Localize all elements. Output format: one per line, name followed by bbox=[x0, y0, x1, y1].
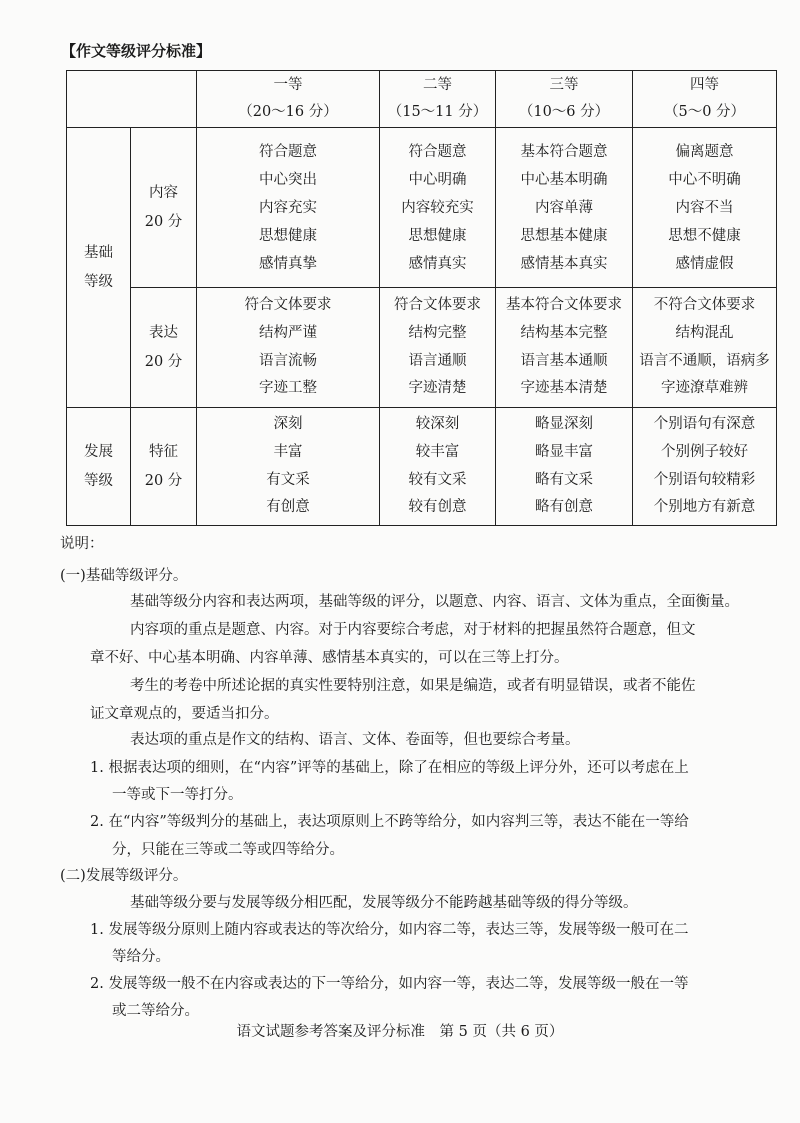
feature-row bbox=[67, 408, 777, 526]
list-item-continuation: 分，只能在三等或二等或四等给分。 bbox=[112, 842, 344, 858]
header-blank-cell bbox=[67, 71, 197, 128]
paragraph-line: 证文章观点的，要适当扣分。 bbox=[90, 706, 279, 722]
list-item: 1. 根据表达项的细则，在“内容”评等的基础上，除了在相应的等级上评分外，还可以考虑在上 bbox=[90, 760, 689, 776]
list-item: 2. 在“内容”等级判分的基础上，表达项原则上不跨等给分，如内容判三等，表达不能在一等给 bbox=[90, 814, 689, 830]
page-footer: 语文试题参考答案及评分标准 第 5 页（共 6 页） bbox=[236, 1024, 564, 1040]
grade-header-1: 一等 （20～16 分） bbox=[197, 71, 380, 128]
paragraph-line: 内容项的重点是题意、内容。对于内容要综合考虑，对于材料的把握虽然符合题意，但文 bbox=[130, 622, 696, 638]
grade-header-row bbox=[67, 71, 777, 128]
development-level-label: 发展 等级 bbox=[67, 408, 131, 526]
list-item-continuation: 或二等给分。 bbox=[112, 1003, 199, 1019]
expression-grade-2-cell: 符合文体要求 结构完整 语言通顺 字迹清楚 bbox=[380, 288, 496, 408]
feature-grade-1-cell: 深刻 丰富 有文采 有创意 bbox=[197, 408, 380, 526]
grade-header-2: 二等 （15～11 分） bbox=[380, 71, 496, 128]
content-label: 内容 20 分 bbox=[131, 128, 197, 288]
list-item-continuation: 等给分。 bbox=[112, 949, 170, 965]
section-heading: 【作文等级评分标准】 bbox=[61, 42, 212, 60]
expression-label: 表达 20 分 bbox=[131, 288, 197, 408]
expression-row bbox=[67, 288, 777, 408]
section-one-heading: (一)基础等级评分。 bbox=[60, 568, 188, 584]
grade-header-4: 四等 （5～0 分） bbox=[633, 71, 777, 128]
content-grade-1-cell: 符合题意 中心突出 内容充实 思想健康 感情真挚 bbox=[197, 128, 380, 288]
section-two-heading: (二)发展等级评分。 bbox=[60, 868, 188, 884]
basic-level-label: 基础 等级 bbox=[67, 128, 131, 408]
list-item: 1. 发展等级分原则上随内容或表达的等次给分，如内容二等，表达三等，发展等级一般可在二 bbox=[90, 922, 689, 938]
content-grade-3-cell: 基本符合题意 中心基本明确 内容单薄 思想基本健康 感情基本真实 bbox=[496, 128, 633, 288]
paragraph-line: 章不好、中心基本明确、内容单薄、感情基本真实的，可以在三等上打分。 bbox=[90, 650, 569, 666]
expression-grade-3-cell: 基本符合文体要求 结构基本完整 语言基本通顺 字迹基本清楚 bbox=[496, 288, 633, 408]
feature-grade-4-cell: 个别语句有深意 个别例子较好 个别语句较精彩 个别地方有新意 bbox=[633, 408, 777, 526]
list-item: 2. 发展等级一般不在内容或表达的下一等给分，如内容一等，表达二等，发展等级一般在一等 bbox=[90, 976, 689, 992]
notes-title: 说明： bbox=[60, 536, 104, 552]
paragraph-line: 基础等级分内容和表达两项，基础等级的评分，以题意、内容、语言、文体为重点，全面衡量。 bbox=[130, 594, 739, 610]
expression-grade-1-cell: 符合文体要求 结构严谨 语言流畅 字迹工整 bbox=[197, 288, 380, 408]
grade-header-3: 三等 （10～6 分） bbox=[496, 71, 633, 128]
paragraph-line: 表达项的重点是作文的结构、语言、文体、卷面等，但也要综合考量。 bbox=[130, 732, 580, 748]
expression-grade-4-cell: 不符合文体要求 结构混乱 语言不通顺，语病多 字迹潦草难辨 bbox=[633, 288, 777, 408]
feature-grade-2-cell: 较深刻 较丰富 较有文采 较有创意 bbox=[380, 408, 496, 526]
paragraph-line: 基础等级分要与发展等级分相匹配，发展等级分不能跨越基础等级的得分等级。 bbox=[130, 895, 638, 911]
content-grade-2-cell: 符合题意 中心明确 内容较充实 思想健康 感情真实 bbox=[380, 128, 496, 288]
feature-label: 特征 20 分 bbox=[131, 408, 197, 526]
content-grade-4-cell: 偏离题意 中心不明确 内容不当 思想不健康 感情虚假 bbox=[633, 128, 777, 288]
list-item-continuation: 一等或下一等打分。 bbox=[112, 787, 243, 803]
grading-table bbox=[66, 70, 777, 526]
paragraph-line: 考生的考卷中所述论据的真实性要特别注意，如果是编造，或者有明显错误，或者不能佐 bbox=[130, 678, 696, 694]
feature-grade-3-cell: 略显深刻 略显丰富 略有文采 略有创意 bbox=[496, 408, 633, 526]
content-row bbox=[67, 128, 777, 288]
